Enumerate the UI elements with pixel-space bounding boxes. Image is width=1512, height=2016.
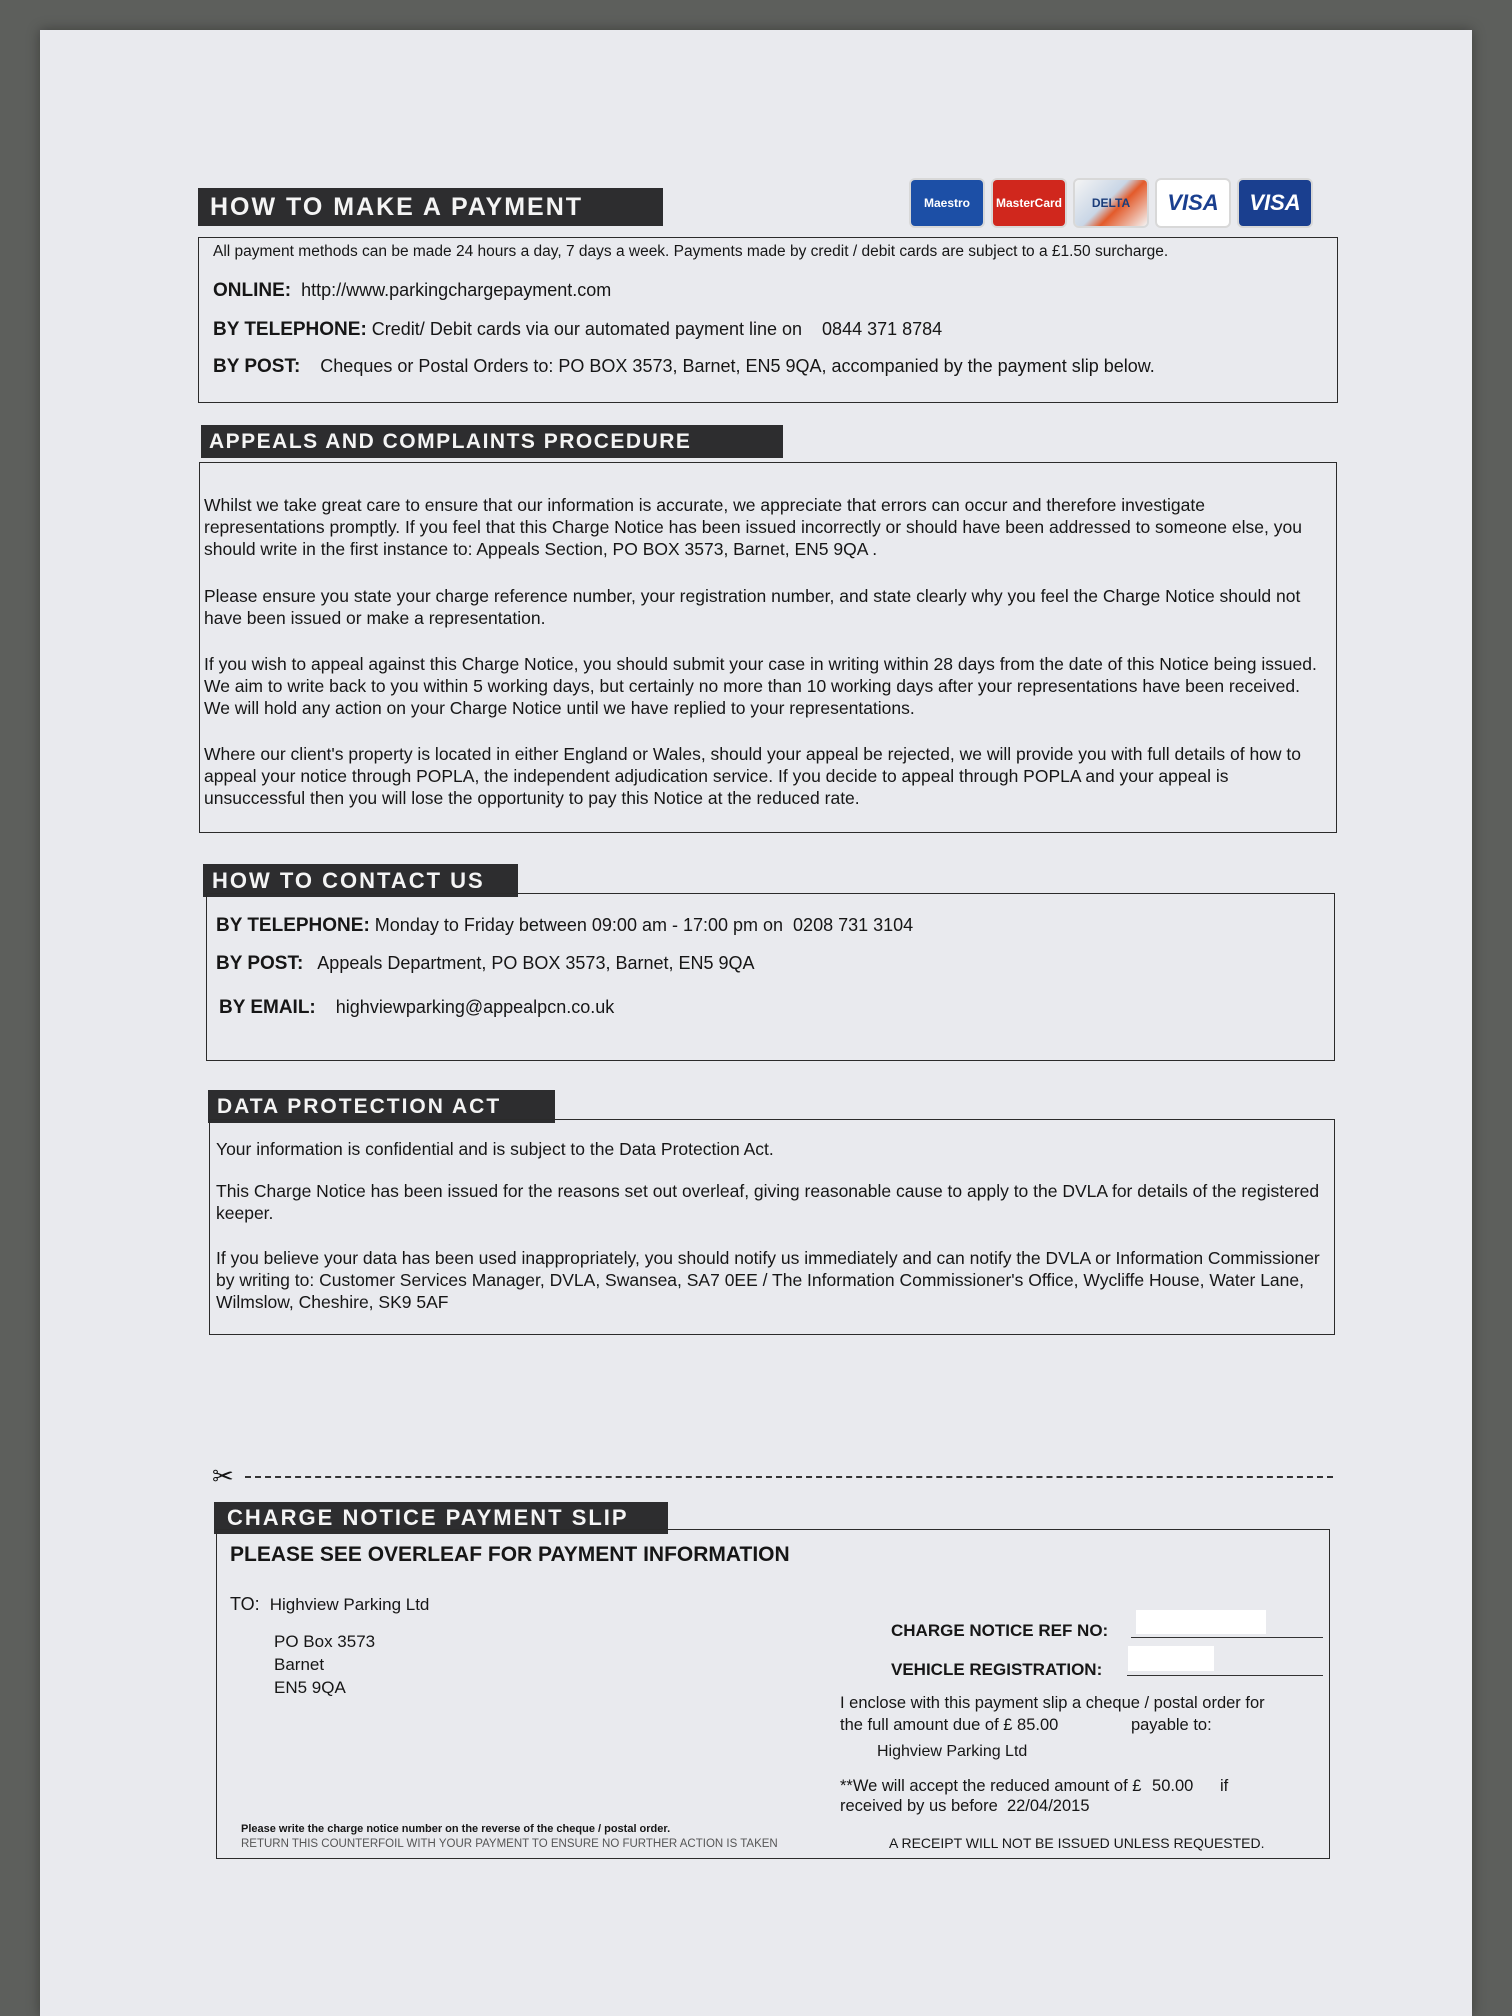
post-text: Cheques or Postal Orders to: PO BOX 3573, Barnet, EN5 9QA, accompanied by the payment slip below. [320,356,1155,376]
ref-no-label: CHARGE NOTICE REF NO: [891,1621,1109,1640]
contact-telephone-row [216,915,913,937]
enclose-line-1: I enclose with this payment slip a cheque / postal order for [840,1694,1265,1712]
vehicle-registration-redaction [1128,1646,1214,1671]
mastercard-icon: MasterCard [993,180,1065,226]
contact-header: HOW TO CONTACT US [203,864,518,897]
slip-header: CHARGE NOTICE PAYMENT SLIP [214,1502,668,1534]
reduced-amount-value: 50.00 [1152,1777,1194,1795]
maestro-icon: Maestro [911,180,983,226]
appeals-header: APPEALS AND COMPLAINTS PROCEDURE [201,425,783,458]
data-protection-paragraph-3: If you believe your data has been used inappropriately, you should notify us immediately and can notify the DVLA or Information Commissioner by writing to: Customer Services Manager, DVLA, Swansea, SA7 0EE / The Information Commissioner's Office, Wycliffe House, Water Lane, Wilmslow, Cheshire, SK9 5AF [216,1248,1320,1312]
slip-address-line-3: EN5 9QA [274,1678,346,1697]
contact-post-label: BY POST: [216,953,304,974]
payment-intro: All payment methods can be made 24 hours a day, 7 days a week. Payments made by credit / debit cards are subject to a £1.50 surcharge. [213,243,1169,260]
ref-no-redaction [1136,1610,1266,1634]
payment-online-row [213,280,611,302]
slip-to-row [230,1594,429,1615]
contact-post-text: Appeals Department, PO BOX 3573, Barnet, EN5 9QA [317,953,755,973]
telephone-text: Credit/ Debit cards via our automated payment line on [371,319,803,339]
enclose-line-2 [840,1716,1212,1735]
online-url-link[interactable]: http://www.parkingchargepayment.com [301,280,612,300]
contact-email-label: BY EMAIL: [219,997,316,1018]
reduced-date-value: 22/04/2015 [1006,1797,1090,1815]
appeals-paragraph-3: If you wish to appeal against this Charge Notice, you should submit your case in writing within 28 days from the date of this Notice being issued. We aim to write back to you within 5 working days, but certainly no more than 10 working days after your representations have been received. We will hold any action on your Charge Notice until we have replied to your representations. [204,654,1317,718]
slip-receipt-note: A RECEIPT WILL NOT BE ISSUED UNLESS REQUESTED. [889,1835,1265,1851]
online-label: ONLINE: [213,280,292,301]
telephone-label: BY TELEPHONE: [213,319,367,340]
telephone-number: 0844 371 8784 [822,319,943,339]
payment-header: HOW TO MAKE A PAYMENT [198,188,663,226]
received-before-text: received by us before [840,1797,998,1815]
reduced-amount-if: if [1219,1777,1229,1795]
data-protection-paragraph-1: Your information is confidential and is subject to the Data Protection Act. [216,1139,774,1159]
visa-electron-icon: VISA [1239,180,1311,226]
post-label: BY POST: [213,356,301,377]
delta-icon: DELTA [1075,180,1147,226]
payment-post-row [213,356,1155,378]
full-amount-value: 85.00 [1017,1716,1059,1734]
slip-address-line-1: PO Box 3573 [274,1632,376,1651]
slip-note-cheque: Please write the charge notice number on the reverse of the cheque / postal order. [241,1823,671,1835]
reduced-amount-line-2 [840,1797,1090,1816]
contact-email-row [219,997,614,1019]
vehicle-registration-label: VEHICLE REGISTRATION: [891,1660,1103,1679]
ref-no-line [1131,1637,1323,1638]
payable-to-text: payable to: [1130,1716,1212,1734]
slip-note-counterfoil: RETURN THIS COUNTERFOIL WITH YOUR PAYMENT TO ENSURE NO FURTHER ACTION IS TAKEN [241,1838,778,1850]
appeals-paragraph-2: Please ensure you state your charge reference number, your registration number, and state clearly why you feel the Charge Notice should not have been issued or make a representation. [204,586,1301,628]
slip-to-name: Highview Parking Ltd [269,1595,430,1614]
slip-address-line-2: Barnet [274,1655,325,1674]
vehicle-registration-line [1127,1675,1323,1676]
contact-telephone-label: BY TELEPHONE: [216,915,370,936]
data-protection-paragraph-2: This Charge Notice has been issued for the reasons set out overleaf, giving reasonable cause to apply to the DVLA for details of the registered keeper. [216,1181,1320,1223]
scissors-icon: ✂ [212,1461,234,1491]
payment-telephone-row [213,319,942,341]
slip-overleaf-title: PLEASE SEE OVERLEAF FOR PAYMENT INFORMATION [230,1543,790,1566]
contact-post-row [216,953,755,975]
appeals-paragraph-1: Whilst we take great care to ensure that our information is accurate, we appreciate that errors can occur and therefore investigate representations promptly. If you feel that this Charge Notice has been issued incorrectly or should have been addressed to someone else, you should write in the first instance to: Appeals Section, PO BOX 3573, Barnet, EN5 9QA . [204,495,1302,559]
enclose-full-amount-text: the full amount due of £ [840,1716,1013,1734]
slip-to-label: TO: [230,1594,260,1614]
card-logos [911,180,1311,226]
reduced-amount-text: **We will accept the reduced amount of £ [840,1777,1142,1795]
data-protection-header: DATA PROTECTION ACT [208,1090,555,1123]
appeals-paragraph-4: Where our client's property is located in either England or Wales, should your appeal be rejected, we will provide you with full details of how to appeal your notice through POPLA, the independent adjudication service. If you decide to appeal through POPLA and your appeal is unsuccessful then you will lose the opportunity to pay this Notice at the reduced rate. [204,744,1302,808]
contact-email-link[interactable]: highviewparking@appealpcn.co.uk [335,997,615,1017]
contact-telephone-number: 0208 731 3104 [793,915,914,935]
payee-name: Highview Parking Ltd [877,1743,1028,1760]
visa-icon: VISA [1157,180,1229,226]
contact-telephone-text: Monday to Friday between 09:00 am - 17:00 pm on [374,915,784,935]
cut-line [245,1476,1333,1478]
reduced-amount-line-1 [840,1777,1228,1796]
